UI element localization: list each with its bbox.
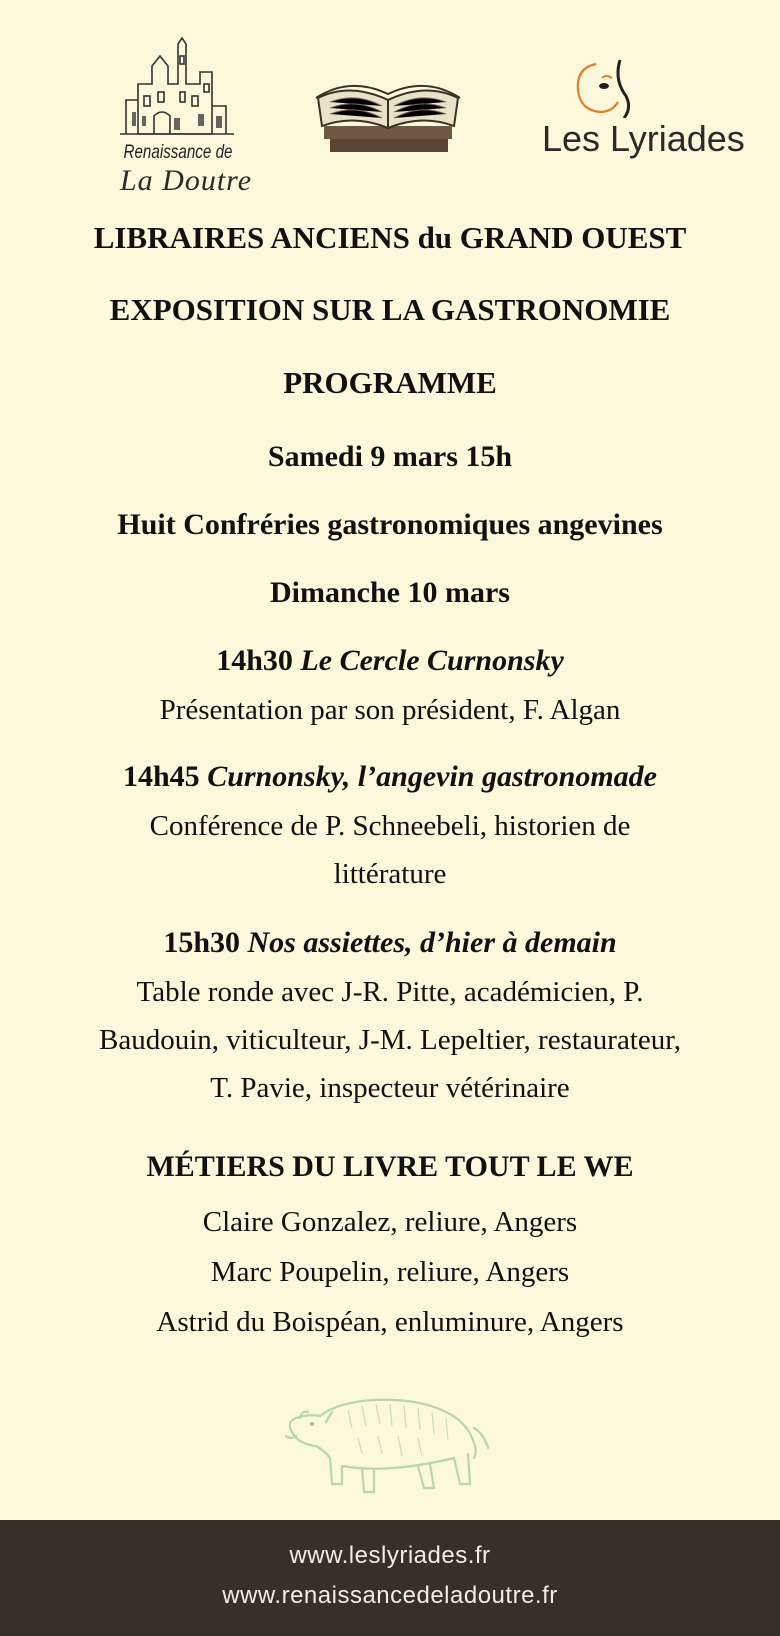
renaissance-website-link[interactable]: www.renaissancedeladoutre.fr [222, 1582, 558, 1609]
event-detail: Conférence de P. Schneebeli, historien de [149, 810, 631, 842]
event-detail: Table ronde avec J-R. Pitte, académicien, P. [136, 976, 644, 1008]
lyriades-logo [530, 56, 760, 176]
boar-icon [278, 1388, 492, 1500]
event-time: 15h30 [163, 926, 240, 959]
saturday-date: Samedi 9 mars 15h [267, 440, 513, 473]
event-time: 14h30 [216, 644, 293, 677]
event-title: Curnonsky, l’angevin gastronomade [207, 760, 657, 793]
renaissance-logo-line2: La Doutre [119, 164, 253, 197]
renaissance-logo [108, 36, 253, 197]
event-heading [0, 644, 780, 678]
event-heading [0, 760, 780, 794]
footer-band [0, 1520, 780, 1636]
boar-illustration [278, 1388, 492, 1500]
event-detail: T. Pavie, inspecteur vétérinaire [210, 1072, 570, 1104]
exhibition-title: EXPOSITION SUR LA GASTRONOMIE [109, 292, 671, 327]
event-detail: littérature [333, 858, 447, 890]
open-book-logo [308, 68, 468, 156]
crafts-heading: MÉTIERS DU LIVRE TOUT LE WE [146, 1150, 634, 1183]
craft-item: Astrid du Boispéan, enluminure, Angers [156, 1306, 624, 1338]
open-book-icon [308, 68, 468, 156]
lyriades-logo-name: Les Lyriades [542, 118, 745, 159]
craft-item: Claire Gonzalez, reliure, Angers [202, 1206, 578, 1238]
renaissance-logo-line1: Renaissance de [123, 142, 233, 163]
event-title: Le Cercle Curnonsky [300, 644, 564, 677]
event-heading [0, 926, 780, 960]
lyriades-website-link[interactable]: www.leslyriades.fr [289, 1542, 491, 1569]
event-title: Nos assiettes, d’hier à demain [247, 926, 617, 959]
organizers-title: LIBRAIRES ANCIENS du GRAND OUEST [93, 220, 687, 255]
programme-title: PROGRAMME [283, 365, 497, 400]
lyriades-face-icon [566, 56, 636, 118]
castle-sketch-icon [108, 36, 248, 140]
saturday-event: Huit Confréries gastronomiques angevines [117, 508, 663, 541]
craft-item: Marc Poupelin, reliure, Angers [210, 1256, 570, 1288]
event-time: 14h45 [123, 760, 200, 793]
event-detail: Baudouin, viticulteur, J-M. Lepeltier, restaurateur, [99, 1024, 681, 1056]
event-detail: Présentation par son président, F. Algan [159, 694, 621, 726]
sunday-date: Dimanche 10 mars [270, 576, 510, 609]
